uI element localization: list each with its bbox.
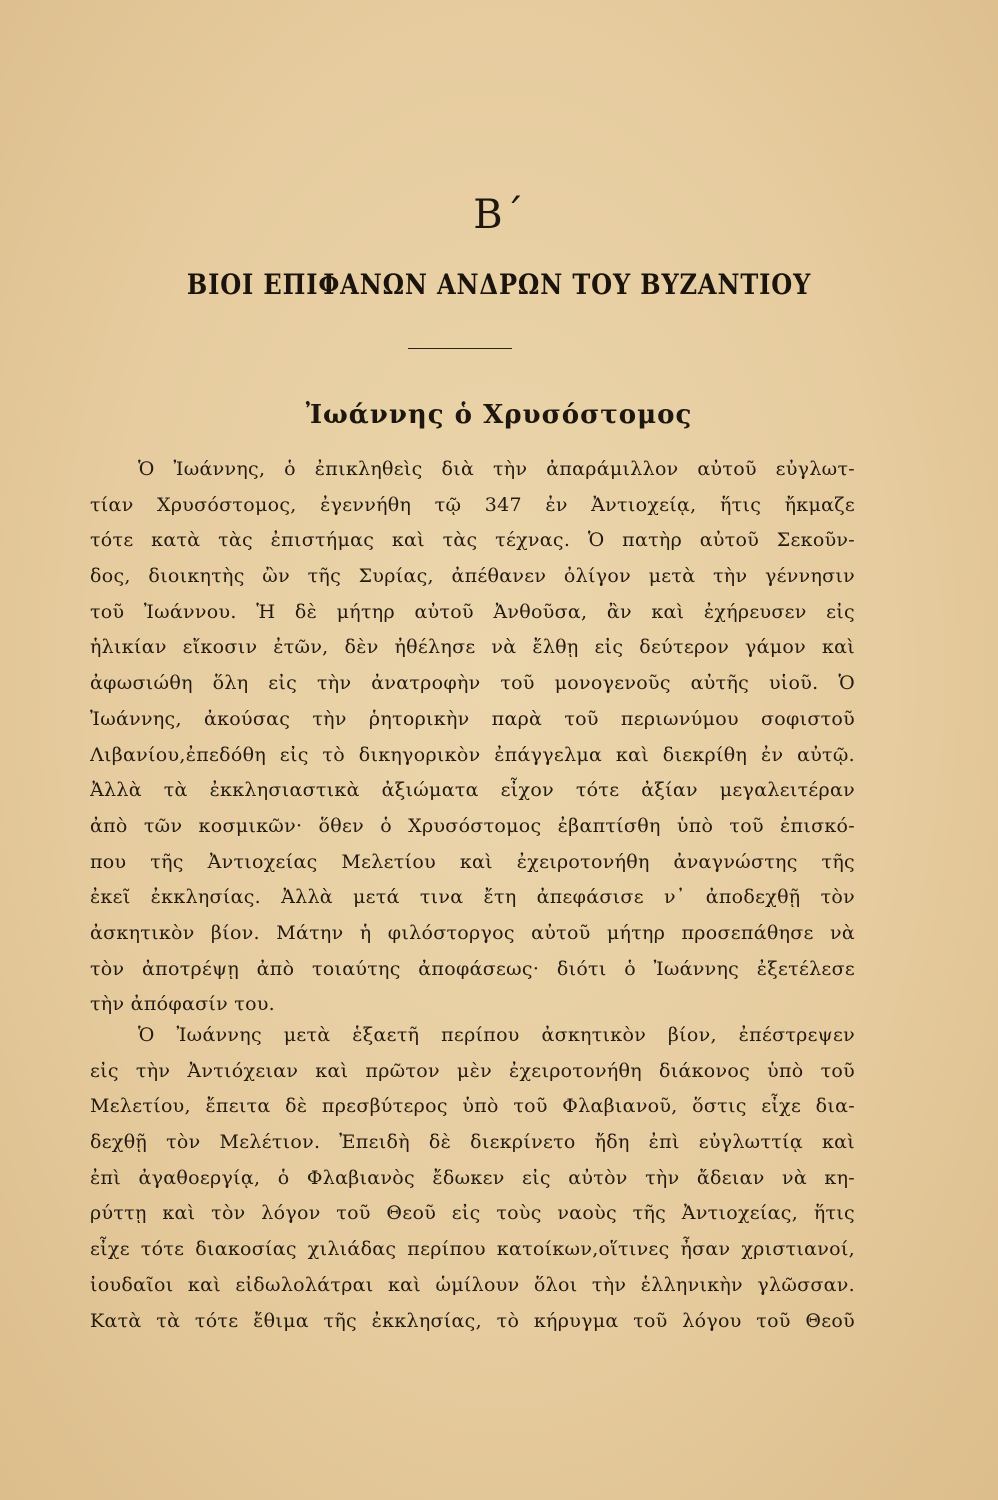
section-number: Β΄ bbox=[473, 192, 525, 238]
text-line: ἀσκητικὸν βίον. Μάτην ἡ φιλόστοργος αὐτοῦ μήτηρ προσεπάθησε νὰ bbox=[90, 921, 855, 944]
text-line: ἰουδαῖοι καὶ εἰδωλολάτραι καὶ ὡμίλουν ὅλοι τὴν ἑλληνικὴν γλῶσσαν. bbox=[90, 1273, 855, 1296]
text-line: Ὁ Ἰωάννης, ὁ ἐπικληθεὶς διὰ τὴν ἀπαράμιλλον αὐτοῦ εὐγλωτ- bbox=[138, 458, 855, 480]
text-line: Λιβανίου,ἐπεδόθη εἰς τὸ δικηγορικὸν ἐπάγγελμα καὶ διεκρίθη ἐν αὐτῷ. bbox=[90, 743, 855, 766]
text-line: ἀφωσιώθη ὅλη εἰς τὴν ἀνατροφὴν τοῦ μονογενοῦς αὐτῆς υἱοῦ. Ὁ bbox=[90, 672, 855, 695]
text-line: Ὁ Ἰωάννης μετὰ ἑξαετῆ περίπου ἀσκητικὸν βίον, ἐπέστρεψεν bbox=[138, 1024, 855, 1046]
text-line: που τῆς Ἀντιοχείας Μελετίου καὶ ἐχειροτονήθη ἀναγνώστης τῆς bbox=[90, 850, 855, 873]
text-line: ρύττῃ καὶ τὸν λόγον τοῦ Θεοῦ εἰς τοὺς ναοὺς τῆς Ἀντιοχείας, ἥτις bbox=[90, 1202, 855, 1225]
text-line: ἡλικίαν εἴκοσιν ἐτῶν, δὲν ἠθέλησε νὰ ἔλθῃ εἰς δεύτερον γάμον καὶ bbox=[90, 636, 855, 659]
text-line: ἐπὶ ἀγαθοεργίᾳ, ὁ Φλαβιανὸς ἔδωκεν εἰς αὐτὸν τὴν ἄδειαν νὰ κη- bbox=[90, 1166, 855, 1189]
text-line: τὸν ἀποτρέψῃ ἀπὸ τοιαύτης ἀποφάσεως· διότι ὁ Ἰωάννης ἐξετέλεσε bbox=[90, 957, 855, 980]
paragraph-2 bbox=[90, 1018, 855, 1339]
text-line: τὴν ἀπόφασίν του. bbox=[90, 993, 276, 1016]
text-line: ἀπὸ τῶν κοσμικῶν· ὅθεν ὁ Χρυσόστομος ἐβαπτίσθη ὑπὸ τοῦ ἐπισκό- bbox=[90, 814, 855, 837]
section-subtitle: Ἰωάννης ὁ Χρυσόστομος bbox=[305, 400, 693, 430]
paragraph-1 bbox=[90, 452, 855, 1023]
text-line: Κατὰ τὰ τότε ἔθιμα τῆς ἐκκλησίας, τὸ κήρυγμα τοῦ λόγου τοῦ Θεοῦ bbox=[90, 1309, 855, 1332]
text-line: εἶχε τότε διακοσίας χιλιάδας περίπου κατοίκων,οἵτινες ἦσαν χριστιανοί, bbox=[90, 1238, 855, 1261]
text-line: εἰς τὴν Ἀντιόχειαν καὶ πρῶτον μὲν ἐχειροτονήθη διάκονος ὑπὸ τοῦ bbox=[90, 1059, 855, 1082]
text-line: τοῦ Ἰωάννου. Ἡ δὲ μήτηρ αὐτοῦ Ἀνθοῦσα, ἂν καὶ ἐχήρευσεν εἰς bbox=[90, 600, 855, 623]
text-line: δος, διοικητὴς ὢν τῆς Συρίας, ἀπέθανεν ὀλίγον μετὰ τὴν γέννησιν bbox=[90, 565, 855, 588]
chapter-title: ΒΙΟΙ ΕΠΙΦΑΝΩΝ ΑΝΔΡΩΝ ΤΟΥ ΒΥΖΑΝΤΙΟΥ bbox=[186, 268, 812, 301]
text-line: Ἰωάννης, ἀκούσας τὴν ῥητορικὴν παρὰ τοῦ περιωνύμου σοφιστοῦ bbox=[90, 707, 855, 730]
text-line: τότε κατὰ τὰς ἐπιστήμας καὶ τὰς τέχνας. Ὁ πατὴρ αὐτοῦ Σεκοῦν- bbox=[90, 529, 855, 552]
text-line: Μελετίου, ἔπειτα δὲ πρεσβύτερος ὑπὸ τοῦ Φλαβιανοῦ, ὅστις εἶχε δια- bbox=[90, 1095, 855, 1118]
text-line: ἐκεῖ ἐκκλησίας. Ἀλλὰ μετά τινα ἔτη ἀπεφάσισε ν᾽ ἀποδεχθῇ τὸν bbox=[90, 886, 855, 909]
text-line: τίαν Χρυσόστομος, ἐγεννήθη τῷ 347 ἐν Ἀντιοχείᾳ, ἥτις ἤκμαζε bbox=[90, 493, 855, 516]
text-line: δεχθῇ τὸν Μελέτιον. Ἐπειδὴ δὲ διεκρίνετο ἤδη ἐπὶ εὐγλωττίᾳ καὶ bbox=[90, 1131, 855, 1154]
text-line: Ἀλλὰ τὰ ἐκκλησιαστικὰ ἀξιώματα εἶχον τότε ἀξίαν μεγαλειτέραν bbox=[90, 779, 855, 802]
title-divider bbox=[408, 348, 512, 349]
